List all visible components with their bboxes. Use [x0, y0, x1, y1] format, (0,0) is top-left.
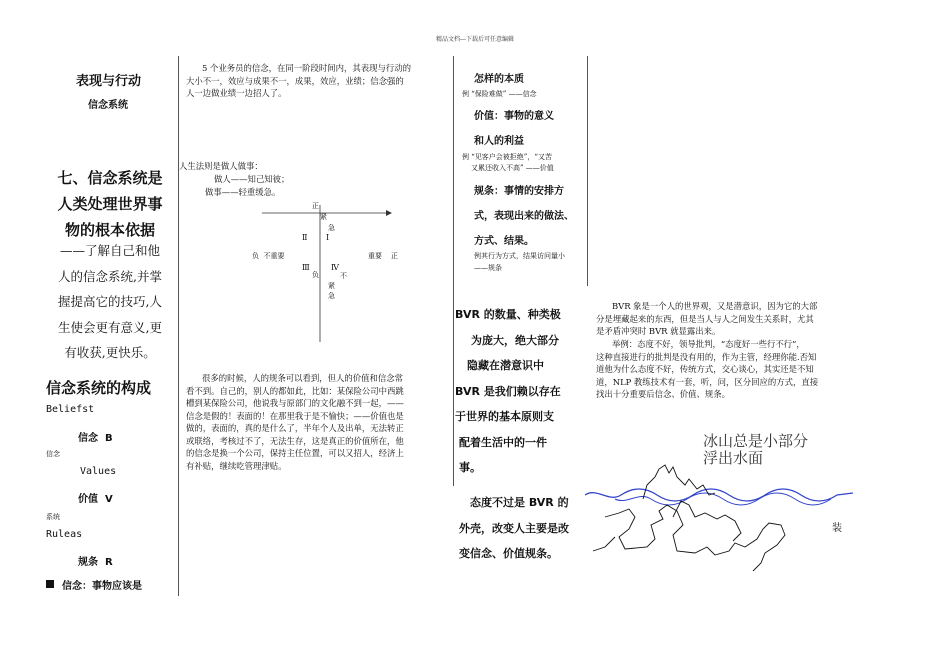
paragraph-line: 槽到某保险公司，他说我与原部门的文化融不到一起，——: [186, 398, 404, 408]
arrow-right-icon: [386, 210, 392, 216]
paragraph-line: 看不到。自己的，别人的都如此，比如：某保险公司中西跳: [186, 385, 404, 396]
iceberg-outline: [643, 465, 715, 499]
paragraph-line: 或联络，考核过不了，无法生存，这是真正的价值所在，他: [186, 435, 404, 446]
diagram-label-fu: 负: [312, 271, 319, 279]
axis-right-label: 重要 正: [368, 252, 398, 260]
rule-line-1: 做人——知己知彼；: [214, 174, 290, 184]
diagram-label-zheng: 正: [312, 202, 319, 210]
col3-line-1: 怎样的本质: [474, 74, 524, 85]
zhuang-label: 装: [832, 523, 842, 534]
bvr-line: 隐藏在潜意识中: [467, 359, 544, 372]
bvr-line: BVR 是我们赖以存在: [455, 384, 561, 398]
attitude-line: 变信念、价值规条。: [459, 547, 558, 560]
col3-line-4: 规条：事情的安排方: [474, 186, 564, 197]
intro-line: ——了解自己和他: [59, 243, 160, 258]
paragraph-1: [186, 62, 448, 100]
example-1: 例 “保险难做” ——信念: [462, 90, 537, 98]
water-wave-line: [585, 489, 853, 501]
paragraph-line: BVR 象是一个人的世界观，又是潜意识，因为它的大部: [612, 301, 818, 311]
col3-line-6: 方式、结果。: [474, 236, 534, 247]
paragraph-line: 的信念是换一个公司，保持主任位置，可以又招人，经济上: [186, 448, 404, 458]
paragraph-line: 道，NLP 教练技术有一套，听，问，区分回应的方式，直接: [596, 376, 819, 387]
v-cn: 系统: [46, 513, 60, 521]
column1-subtitle: 信念系统: [88, 100, 128, 111]
intro-paragraph: [40, 238, 180, 366]
structure-title: 信念系统的构成: [46, 379, 152, 397]
quadrant-2: Ⅱ: [302, 233, 308, 242]
iceberg-outline: [605, 505, 785, 571]
quadrant-3: Ⅲ: [302, 263, 310, 272]
rule-title: 人生法则是做人做事：: [179, 161, 263, 171]
b-cn: 信念: [46, 450, 60, 458]
quadrant-1: Ⅰ: [326, 233, 330, 242]
iceberg-caption-1: 冰山总是小部分: [703, 432, 809, 450]
iceberg-outline: [673, 501, 741, 541]
beliefs-en: Beliefst: [46, 404, 95, 415]
col3-line-2: 价值：事物的意义: [474, 111, 554, 122]
diagram-label-bu: 不: [340, 272, 347, 280]
v-label: 价值 V: [78, 494, 113, 505]
column-divider-2: [453, 56, 454, 486]
bvr-line: 为庞大，绝大部分: [471, 333, 559, 347]
iceberg-illustration: [585, 455, 855, 580]
paragraph-line: 做的，表面的，真的是什么了，半年个人及出单，无法转正: [186, 423, 404, 433]
diagram-label-jin2: 紧: [328, 282, 335, 290]
paragraph-line: 大小不一，效应与成果不一，成果，效应，业绩；信念强的: [186, 75, 404, 86]
bvr-line: 事。: [459, 461, 481, 474]
paragraph-line: 有补贴，继续吃管理津贴。: [186, 460, 287, 471]
diagram-label-ji: 急: [328, 224, 335, 232]
example-2a: 例 “见客户会被拒绝”，“又苦: [462, 153, 552, 161]
r-label: 规条 R: [78, 557, 113, 568]
example-2b: 又累还收入不高” ——价值: [471, 164, 554, 172]
intro-line: 人的信念系统,并掌: [58, 268, 162, 284]
iceberg-caption-2: 浮出水面: [703, 449, 764, 467]
page-header: 精品文档---下载后可任意编辑: [435, 36, 515, 43]
example-paragraph: [596, 338, 858, 401]
col3-line-5: 式，表现出来的做法、: [474, 211, 574, 222]
last-line: 信念：事物应该是: [62, 581, 142, 592]
paragraph-line: 5 个业务员的信念，在同一阶段时间内，其表现与行动的: [202, 63, 411, 73]
column-divider-3: [587, 56, 588, 286]
iceberg-outline: [593, 537, 615, 551]
example-3b: ——规条: [474, 264, 502, 272]
paragraph-line: 找出十分重要后信念、价值、规条。: [596, 389, 730, 399]
paragraph-line: 分是埋藏起来的东西，但是当人与人之间发生关系时，尤其: [596, 313, 814, 324]
col3-line-3: 和人的利益: [474, 136, 524, 147]
paragraph-line: 这种直接进行的批判是没有用的，作为主管，经理你能.否知: [596, 351, 817, 362]
water-wave-line: [615, 493, 831, 505]
heading-line: 人类处理世界事: [57, 195, 163, 213]
bvr-description: [596, 300, 858, 338]
axis-left-label: 负 不重要: [252, 252, 285, 260]
square-bullet-icon: [46, 580, 54, 588]
paragraph-2: [186, 372, 448, 472]
example-3a: 例其行为方式，结果访问量小: [474, 252, 565, 260]
column1-title: 表现与行动: [76, 74, 142, 89]
diagram-label-ji2: 急: [328, 292, 335, 300]
paragraph-line: 信念是假的！表面的！在那里我于是不愉快；——价值也是: [186, 410, 404, 421]
paragraph-line: 人一边做业绩一边招人了。: [186, 88, 287, 98]
quadrant-4: Ⅳ: [331, 263, 339, 272]
paragraph-line: 很多的时候，人的规条可以看到，但人的价值和信念常: [202, 373, 403, 383]
heading-line: 物的根本依据: [64, 221, 155, 239]
attitude-line: 外壳，改变人主要是改: [459, 521, 569, 535]
b-label: 信念 B: [78, 433, 113, 444]
bvr-line: 于世界的基本原则支: [455, 410, 554, 423]
heading-line: 七、信念系统是: [57, 169, 163, 187]
rules-en: Ruleas: [46, 529, 83, 540]
paragraph-line: 道他为什么态度不好，传统方式，交心谈心，其实还是不知: [596, 364, 814, 374]
paragraph-line: 是矛盾冲突时 BVR 就显露出来。: [596, 326, 721, 336]
bvr-line: BVR 的数量、种类极: [455, 308, 561, 321]
bvr-paragraph: [455, 302, 595, 481]
intro-line: 有收获,更快乐。: [64, 345, 156, 360]
attitude-line: 态度不过是 BVR 的: [470, 496, 569, 509]
rule-line-2: 做事——轻重缓急。: [205, 187, 281, 197]
paragraph-line: 举例：态度不好，领导批判，“态度好一些行不行”，: [612, 339, 805, 349]
intro-line: 握提高它的技巧,人: [58, 294, 162, 309]
section-heading: [40, 165, 180, 243]
bvr-line: 配着生活中的一件: [459, 435, 547, 449]
values-en: Values: [80, 466, 117, 477]
diagram-label-jin: 紧: [320, 213, 327, 221]
intro-line: 生使会更有意义,更: [58, 319, 162, 335]
